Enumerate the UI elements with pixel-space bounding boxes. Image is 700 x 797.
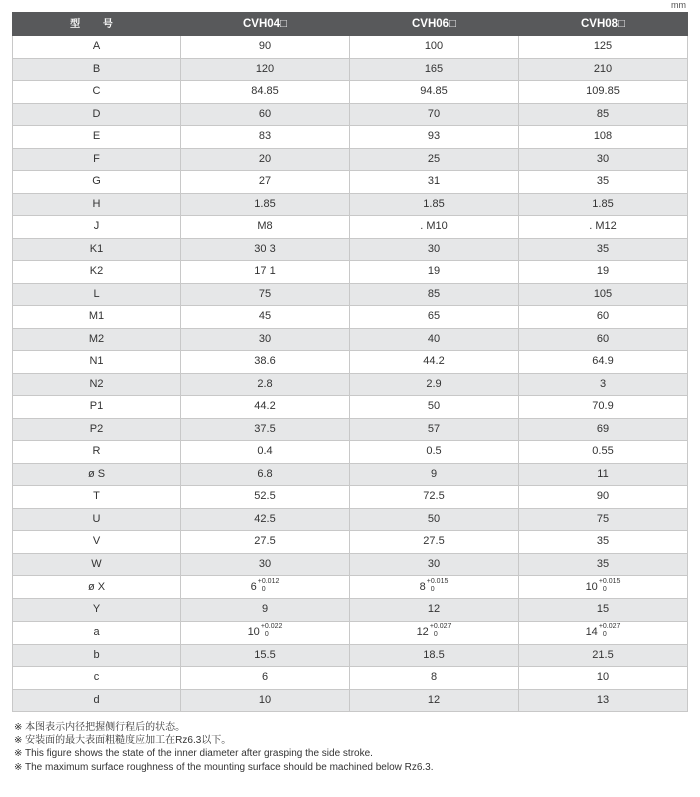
tolerance-lower: 0 (433, 631, 438, 639)
value-cell: 90 (519, 486, 688, 509)
value-cell: 94.85 (350, 81, 519, 104)
value-cell: 6 (181, 667, 350, 690)
value-cell: 93 (350, 126, 519, 149)
value-cell: 6.8 (181, 463, 350, 486)
value-cell: 38.6 (181, 351, 350, 374)
param-cell: V (13, 531, 181, 554)
table-row (13, 486, 688, 509)
value-cell: 109.85 (519, 81, 688, 104)
table-row (13, 148, 688, 171)
value-cell: 105 (519, 283, 688, 306)
value-cell: 125 (519, 36, 688, 59)
value-cell: 70 (350, 103, 519, 126)
value-cell: 15.5 (181, 644, 350, 667)
footnotes (14, 721, 434, 774)
table-row (13, 283, 688, 306)
table-row (13, 599, 688, 622)
value-cell: 75 (181, 283, 350, 306)
tolerance-upper: +0.027 (429, 623, 452, 631)
value-cell: . M10 (350, 216, 519, 239)
header-model: 型 号 (13, 13, 181, 36)
param-cell: F (13, 148, 181, 171)
param-cell: P1 (13, 396, 181, 419)
value-cell: 27 (181, 171, 350, 194)
tolerance (599, 578, 621, 594)
param-cell: M2 (13, 328, 181, 351)
value-cell: 30 3 (181, 238, 350, 261)
value-cell: 1.85 (350, 193, 519, 216)
table-row (13, 441, 688, 464)
table-row (13, 621, 688, 644)
tolerance (427, 578, 449, 594)
value-cell: 165 (350, 58, 519, 81)
value-cell: 30 (350, 238, 519, 261)
param-cell: A (13, 36, 181, 59)
value-cell: 210 (519, 58, 688, 81)
tolerance (599, 623, 621, 639)
value-cell: 21.5 (519, 644, 688, 667)
value-text: 6 (250, 580, 257, 593)
param-cell: L (13, 283, 181, 306)
table-row (13, 81, 688, 104)
table-row (13, 463, 688, 486)
tolerance (258, 578, 280, 594)
value-cell: M8 (181, 216, 350, 239)
table-row (13, 216, 688, 239)
param-cell: T (13, 486, 181, 509)
value-text: 10 (247, 626, 260, 638)
value-cell (181, 621, 350, 644)
tolerance-lower: 0 (264, 631, 269, 639)
param-cell: U (13, 508, 181, 531)
value-cell: 3 (519, 373, 688, 396)
value-cell: 2.9 (350, 373, 519, 396)
param-cell: N2 (13, 373, 181, 396)
value-cell: 84.85 (181, 81, 350, 104)
param-cell: W (13, 553, 181, 576)
value-cell: 60 (181, 103, 350, 126)
value-cell: 37.5 (181, 418, 350, 441)
tolerance-lower: 0 (602, 631, 607, 639)
param-cell: K2 (13, 261, 181, 284)
param-cell: E (13, 126, 181, 149)
value-cell: 25 (350, 148, 519, 171)
value-cell: 27.5 (181, 531, 350, 554)
value-cell: 0.55 (519, 441, 688, 464)
tolerance-lower: 0 (261, 585, 266, 593)
value-cell: 1.85 (519, 193, 688, 216)
table-row (13, 418, 688, 441)
value-cell: 2.8 (181, 373, 350, 396)
value-cell: 30 (519, 148, 688, 171)
table-row (13, 238, 688, 261)
table-row (13, 667, 688, 690)
table-row (13, 328, 688, 351)
value-cell (181, 576, 350, 599)
param-cell: K1 (13, 238, 181, 261)
footnote: ※ The maximum surface roughness of the mounting surface should be machined below Rz6.3. (14, 761, 434, 773)
value-cell: 90 (181, 36, 350, 59)
tolerance-upper: +0.012 (257, 577, 280, 585)
table-row (13, 36, 688, 59)
table-row (13, 644, 688, 667)
param-cell: P2 (13, 418, 181, 441)
param-cell: a (13, 621, 181, 644)
table-row (13, 351, 688, 374)
value-cell: 85 (350, 283, 519, 306)
value-cell: 64.9 (519, 351, 688, 374)
value-cell: 30 (181, 553, 350, 576)
footnote: ※ 本图表示内径把握侧行程后的状态。 (14, 722, 186, 733)
tolerance-lower: 0 (430, 585, 435, 593)
value-cell: 72.5 (350, 486, 519, 509)
footnote: ※ This figure shows the state of the inner diameter after grasping the side stroke. (14, 748, 373, 760)
table-row (13, 126, 688, 149)
value-cell: 1.85 (181, 193, 350, 216)
footnote: ※ 安装面的最大表面粗糙度应加工在Rz6.3以下。 (14, 735, 232, 747)
table-row (13, 576, 688, 599)
value-cell: 42.5 (181, 508, 350, 531)
value-cell: 30 (350, 553, 519, 576)
value-text: 8 (419, 580, 426, 593)
param-cell: H (13, 193, 181, 216)
table-row (13, 306, 688, 329)
param-cell: Y (13, 599, 181, 622)
value-cell: 85 (519, 103, 688, 126)
value-cell: 70.9 (519, 396, 688, 419)
table-row (13, 373, 688, 396)
tolerance-upper: +0.027 (598, 623, 621, 631)
tolerance-upper: +0.015 (598, 577, 621, 585)
param-cell: b (13, 644, 181, 667)
tolerance-upper: +0.022 (260, 623, 283, 631)
value-cell: 35 (519, 238, 688, 261)
value-cell: 27.5 (350, 531, 519, 554)
value-cell: 44.2 (350, 351, 519, 374)
param-cell: B (13, 58, 181, 81)
value-cell: 100 (350, 36, 519, 59)
value-cell: 10 (181, 689, 350, 712)
value-cell (350, 576, 519, 599)
value-cell: 60 (519, 328, 688, 351)
tolerance-lower: 0 (602, 585, 607, 593)
value-text: 14 (585, 626, 598, 638)
unit-label: mm (671, 0, 686, 10)
table-row (13, 193, 688, 216)
value-cell: 9 (350, 463, 519, 486)
value-cell: 35 (519, 531, 688, 554)
value-cell: 60 (519, 306, 688, 329)
value-cell: 57 (350, 418, 519, 441)
value-cell: . M12 (519, 216, 688, 239)
table-row (13, 553, 688, 576)
table-row (13, 508, 688, 531)
table-row (13, 261, 688, 284)
table-row (13, 58, 688, 81)
value-cell: 11 (519, 463, 688, 486)
value-cell: 20 (181, 148, 350, 171)
value-cell: 31 (350, 171, 519, 194)
param-cell: J (13, 216, 181, 239)
value-cell: 12 (350, 599, 519, 622)
param-cell: ø X (13, 576, 181, 599)
value-cell: 10 (519, 667, 688, 690)
param-cell: M1 (13, 306, 181, 329)
param-cell: G (13, 171, 181, 194)
value-cell: 50 (350, 396, 519, 419)
param-cell: D (13, 103, 181, 126)
value-cell: 0.4 (181, 441, 350, 464)
value-cell: 69 (519, 418, 688, 441)
value-cell: 8 (350, 667, 519, 690)
table-row (13, 689, 688, 712)
table-row (13, 396, 688, 419)
table-row (13, 103, 688, 126)
param-cell: N1 (13, 351, 181, 374)
value-cell: 15 (519, 599, 688, 622)
table-row (13, 531, 688, 554)
value-cell: 65 (350, 306, 519, 329)
tolerance (261, 623, 283, 639)
value-cell: 108 (519, 126, 688, 149)
table-header-row (13, 13, 688, 36)
value-cell: 19 (350, 261, 519, 284)
value-cell (519, 621, 688, 644)
header-column: CVH08□ (519, 13, 688, 36)
header-column: CVH06□ (350, 13, 519, 36)
table-row (13, 171, 688, 194)
value-cell: 9 (181, 599, 350, 622)
value-cell (350, 621, 519, 644)
value-cell: 44.2 (181, 396, 350, 419)
value-cell: 45 (181, 306, 350, 329)
value-cell: 83 (181, 126, 350, 149)
value-text: 12 (416, 626, 429, 638)
value-cell: 13 (519, 689, 688, 712)
value-cell: 52.5 (181, 486, 350, 509)
value-text: 10 (585, 580, 598, 593)
value-cell: 40 (350, 328, 519, 351)
value-cell: 0.5 (350, 441, 519, 464)
param-cell: C (13, 81, 181, 104)
value-cell: 75 (519, 508, 688, 531)
value-cell: 120 (181, 58, 350, 81)
tolerance-upper: +0.015 (426, 577, 449, 585)
param-cell: ø S (13, 463, 181, 486)
value-cell (519, 576, 688, 599)
param-cell: R (13, 441, 181, 464)
value-cell: 35 (519, 171, 688, 194)
header-column: CVH04□ (181, 13, 350, 36)
value-cell: 35 (519, 553, 688, 576)
value-cell: 30 (181, 328, 350, 351)
value-cell: 18.5 (350, 644, 519, 667)
param-cell: c (13, 667, 181, 690)
value-cell: 12 (350, 689, 519, 712)
value-cell: 17 1 (181, 261, 350, 284)
param-cell: d (13, 689, 181, 712)
dimension-table (12, 12, 688, 712)
tolerance (430, 623, 452, 639)
value-cell: 50 (350, 508, 519, 531)
value-cell: 19 (519, 261, 688, 284)
